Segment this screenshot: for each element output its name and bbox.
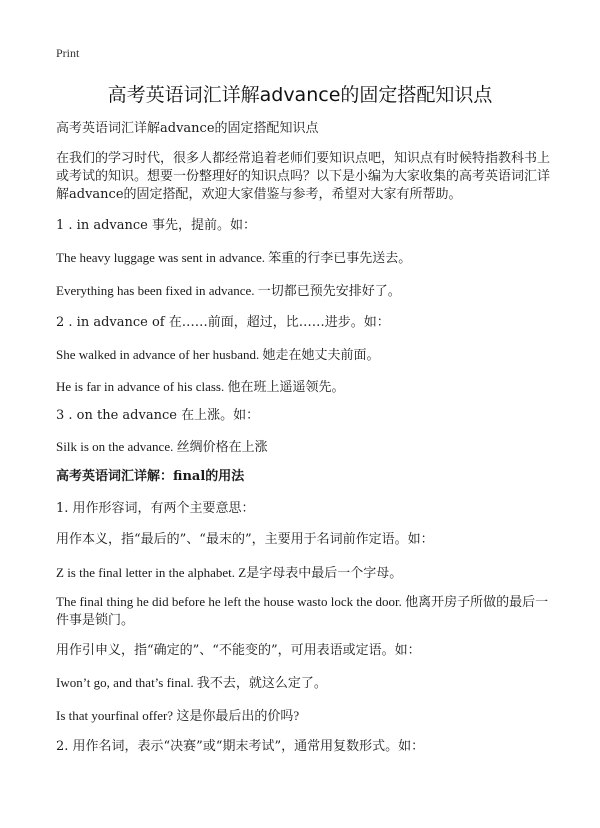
section-heading-final: 高考英语词汇详解：final的用法	[56, 469, 245, 484]
example-sentence: She walked in advance of her husband. 她走在她丈夫前面。	[56, 347, 380, 362]
item-in-advance-of: 2 . in advance of 在……前面，超过，比……进步。如：	[56, 315, 390, 330]
final-meaning-literal: 用作本义，指“最后的”、“最末的”，主要用于名词前作定语。如：	[56, 532, 434, 547]
item-on-the-advance: 3 . on the advance 在上涨。如：	[56, 408, 260, 423]
final-meaning-extended: 用作引申义，指“确定的”、“不能变的”，可用表语或定语。如：	[56, 643, 421, 658]
example-sentence: Z is the final letter in the alphabet. Z是字母表中最后一个字母。	[56, 565, 403, 580]
example-sentence: Silk is on the advance. 丝绸价格在上涨	[56, 439, 268, 454]
intro-paragraph: 在我们的学习时代，很多人都经常追着老师们要知识点吧，知识点有时候特指教科书上或考试的知识。想要一份整理好的知识点吗？以下是小编为大家收集的高考英语词汇详解advance的固定搭配，欢迎大家借鉴与参考，希望对大家有所帮助。	[56, 151, 551, 202]
final-point-1: 1. 用作形容词，有两个主要意思：	[56, 501, 255, 516]
final-point-2: 2. 用作名词，表示“决赛”或“期末考试”，通常用复数形式。如：	[56, 739, 425, 754]
example-sentence: Is that yourfinal offer? 这是你最后出的价吗?	[56, 708, 300, 723]
subtitle: 高考英语词汇详解advance的固定搭配知识点	[56, 121, 319, 136]
print-label: Print	[56, 46, 80, 60]
example-sentence: Everything has been fixed in advance. 一切都已预先安排好了。	[56, 283, 401, 298]
example-sentence: The final thing he did before he left the house wasto lock the door. 他离开房子所做的最后一件事是锁门。	[56, 594, 549, 627]
example-sentence: Iwon’t go, and that’s final. 我不去，就这么定了。	[56, 675, 327, 690]
example-sentence: The heavy luggage was sent in advance. 笨重的行李已事先送去。	[56, 250, 412, 265]
example-sentence: He is far in advance of his class. 他在班上遥遥领先。	[56, 379, 345, 394]
page-title: 高考英语词汇详解advance的固定搭配知识点	[107, 84, 493, 106]
item-in-advance: 1 . in advance 事先，提前。如：	[56, 218, 256, 233]
